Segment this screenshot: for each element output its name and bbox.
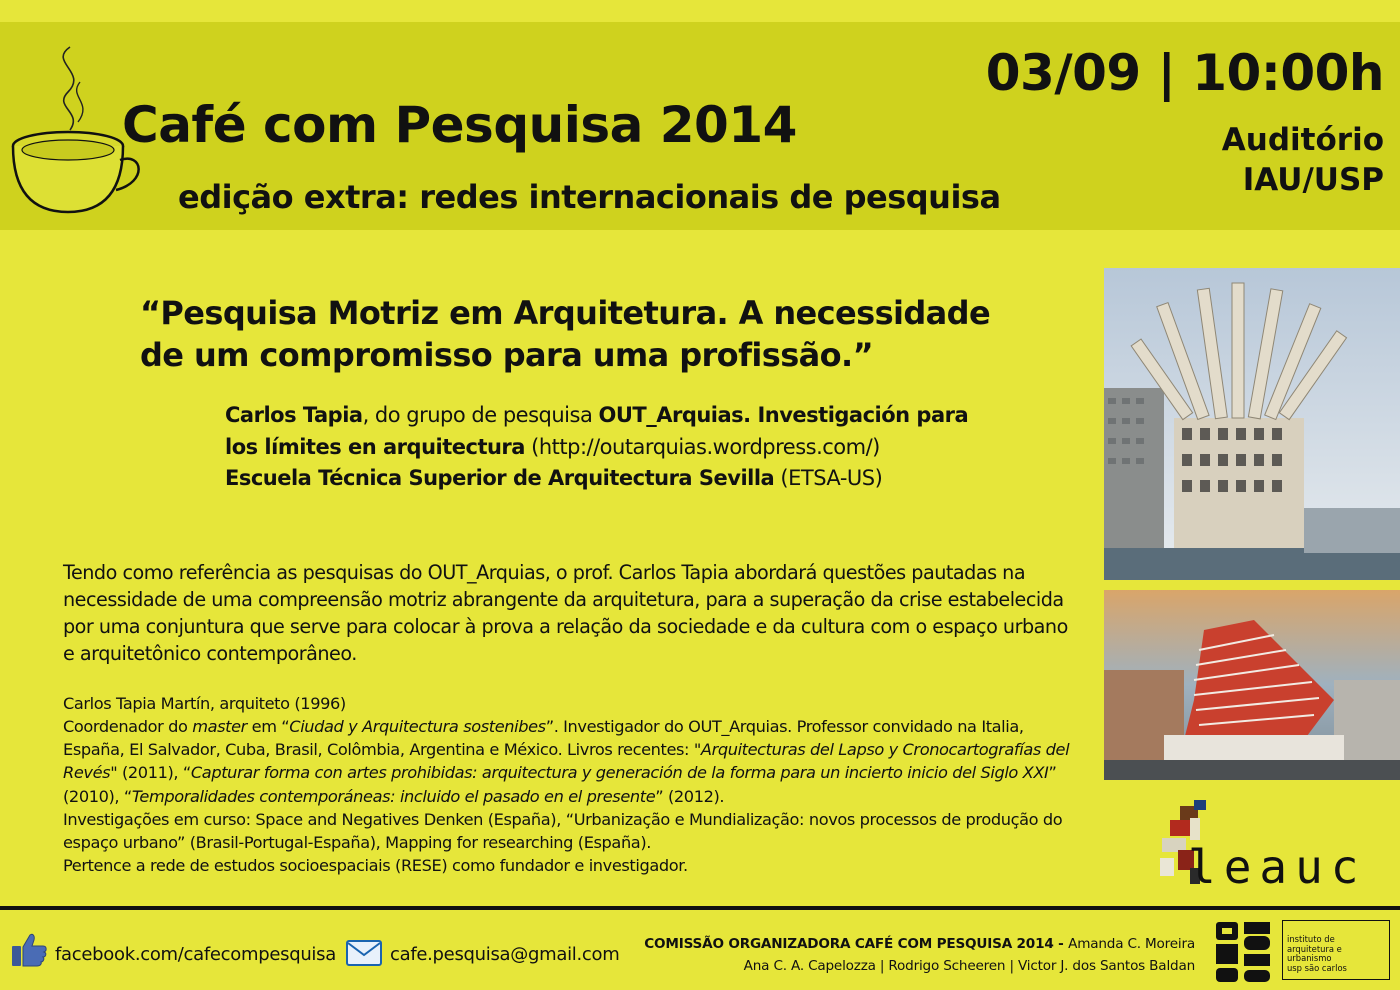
event-title: Café com Pesquisa 2014 [122, 96, 797, 154]
bio-book-title: Temporalidades contemporáneas: incluido el pasado en el presente [131, 786, 656, 806]
bio-text-italic: master [192, 717, 247, 737]
bio-text: Coordenador do [63, 717, 193, 737]
speaker-bio [63, 692, 1083, 877]
footer-divider [0, 906, 1400, 910]
event-date-time: 03/09 | 10:00h [985, 44, 1384, 102]
iau-line: usp são carlos [1287, 962, 1347, 973]
research-group-name: OUT_Arquias. Investigación para [598, 403, 969, 427]
bio-text: ”. Investigador do OUT_Arquias. Professor convidado na Italia, España, El Salvador, Cuba, Brasil, Colômbia, Argentina e México. Livros recentes: " [63, 717, 1024, 760]
bio-course-name: Ciudad y Arquitectura sostenibes [289, 717, 546, 737]
talk-title-line-1: “Pesquisa Motriz em Arquitetura. A necessidade [140, 294, 991, 332]
iau-institute-label [1282, 920, 1390, 980]
bio-research: Investigações em curso: Space and Negatives Denken (España), “Urbanização e Mundialização: novos processos de produção do espaço urbano” (Brasil-Portugal-España), Mapping for researching (España). [63, 809, 1063, 852]
talk-title-line-2: de um compromisso para uma profissão.” [140, 336, 874, 375]
bio-text: ” (2010), “ [63, 763, 1057, 806]
iau-line: instituto de [1287, 934, 1335, 944]
venue-line-2: IAU/USP [1242, 162, 1384, 199]
facebook-link[interactable]: facebook.com/cafecompesquisa [55, 944, 336, 965]
talk-abstract: Tendo como referência as pesquisas do OUT_Arquias, o prof. Carlos Tapia abordará questões pautadas na necessidade de uma compreensão motriz abrangente da arquitetura, para a superação da crise estabelecida por uma conjuntura que serve para colocar à prova a relação da sociedade e da cultura com o espaço urbano e arquitetônico contemporâneo. [63, 561, 1068, 665]
bio-text: ” (2012). [655, 786, 725, 806]
leauc-logo-text: leauc [1188, 840, 1367, 894]
bio-line: Carlos Tapia Martín, arquiteto (1996) [63, 694, 346, 713]
speaker-mid-text: , do grupo de pesquisa [362, 403, 599, 427]
bio-text: em “ [246, 717, 290, 737]
bio-coordination [63, 715, 1083, 808]
organizing-committee [644, 934, 1195, 978]
committee-member: Amanda C. Moreira [1068, 936, 1195, 952]
iau-usp-logo-icon [1214, 920, 1274, 984]
committee-label: COMISSÃO ORGANIZADORA CAFÉ COM PESQUISA 2014 - [644, 936, 1069, 952]
bio-book-title: Capturar forma con artes prohibidas: arquitectura y generación de la forma para un incierto inicio del Siglo XXI [190, 763, 1049, 783]
architecture-photo-bent-building [1104, 590, 1400, 780]
iau-line: arquitetura e urbanismo [1287, 943, 1342, 964]
facebook-like-icon[interactable] [10, 932, 48, 968]
committee-members: Ana C. A. Capelozza | Rodrigo Scheeren | Victor J. dos Santos Baldan [743, 957, 1195, 974]
email-link[interactable]: cafe.pesquisa@gmail.com [390, 944, 620, 965]
bio-book-title: Arquitecturas del Lapso y Cronocartografías del Revés [63, 740, 1070, 783]
talk-title [140, 292, 1040, 376]
research-group-name-cont: los límites en arquitectura [225, 434, 525, 459]
event-subtitle: edição extra: redes internacionais de pesquisa [178, 178, 1001, 216]
research-group-url: (http://outarquias.wordpress.com/) [524, 434, 880, 459]
bio-network: Pertence a rede de estudos socioespaciais (RESE) como fundador e investigador. [63, 856, 688, 876]
speaker-info [225, 400, 1085, 495]
architecture-photo-tower [1104, 268, 1400, 580]
venue-line-1: Auditório [1221, 122, 1384, 158]
envelope-icon[interactable] [346, 940, 382, 966]
speaker-name: Carlos Tapia [225, 403, 363, 427]
bio-text: " (2011), “ [110, 763, 191, 783]
school-name: Escuela Técnica Superior de Arquitectura Sevilla [225, 466, 775, 490]
school-abbr: (ETSA-US) [774, 466, 883, 490]
event-venue [1222, 120, 1384, 201]
